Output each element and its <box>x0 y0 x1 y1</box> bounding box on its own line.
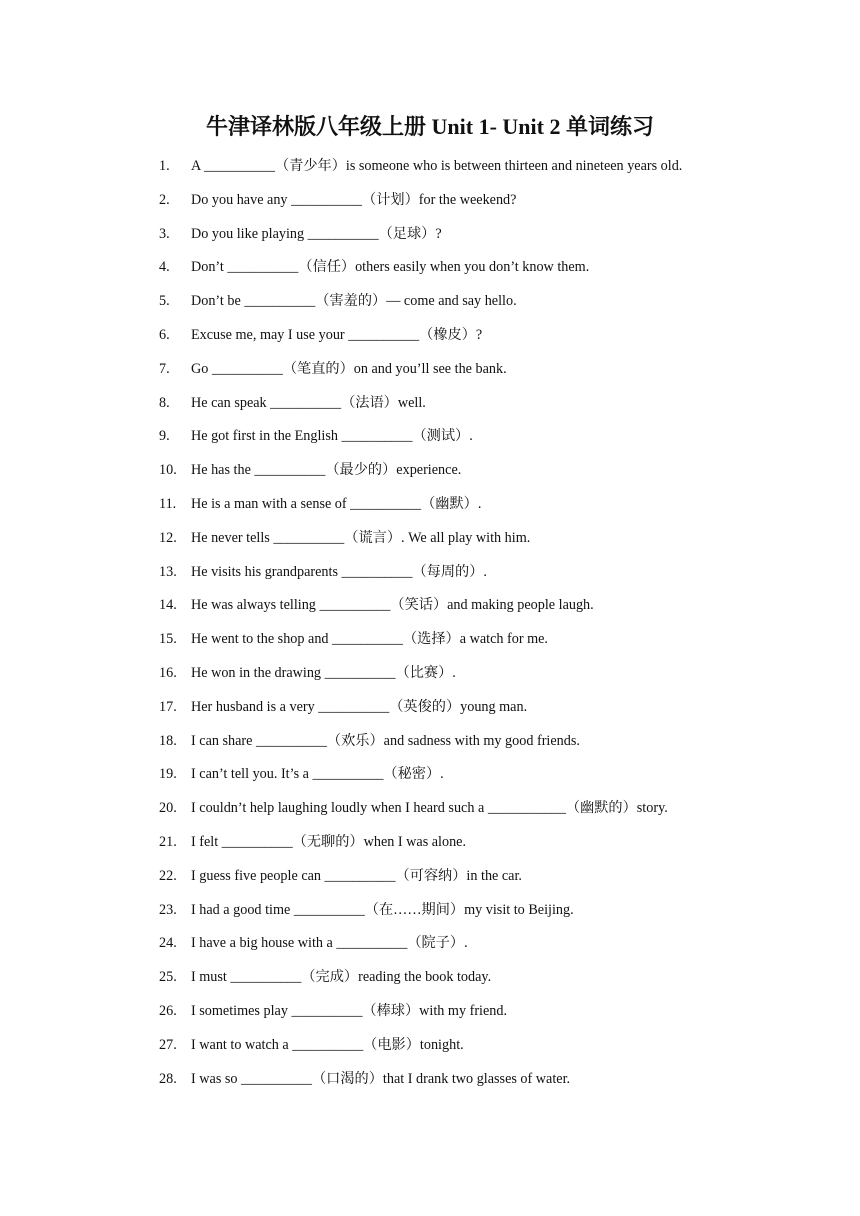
question-text: Don’t be __________（害羞的）— come and say hello. <box>191 293 517 310</box>
question-item <box>0 831 860 865</box>
question-number: 2. <box>159 191 170 208</box>
question-item <box>0 932 860 966</box>
question-number: 15. <box>159 631 177 648</box>
question-number: 8. <box>159 394 170 411</box>
question-text: Don’t __________（信任）others easily when you don’t know them. <box>191 259 590 276</box>
question-text: Excuse me, may I use your __________（橡皮）? <box>191 326 483 343</box>
question-text: I couldn’t help laughing loudly when I heard such a ___________（幽默的）story. <box>191 800 668 817</box>
question-number: 24. <box>159 935 177 952</box>
question-item <box>0 1034 860 1068</box>
question-text: He is a man with a sense of __________（幽默）. <box>191 495 482 512</box>
question-item <box>0 628 860 662</box>
question-text: I have a big house with a __________（院子）. <box>191 935 468 952</box>
question-text: He has the __________（最少的）experience. <box>191 462 462 479</box>
question-number: 7. <box>159 360 170 377</box>
question-item <box>0 797 860 831</box>
question-number: 28. <box>159 1070 177 1087</box>
question-item <box>0 189 860 223</box>
question-item <box>0 223 860 257</box>
question-number: 12. <box>159 529 177 546</box>
question-text: He visits his grandparents __________（每周的）. <box>191 563 487 580</box>
question-text: I must __________（完成）reading the book today. <box>191 969 492 986</box>
question-item <box>0 763 860 797</box>
question-item <box>0 425 860 459</box>
question-item <box>0 594 860 628</box>
question-item <box>0 561 860 595</box>
question-number: 16. <box>159 664 177 681</box>
page-title: 牛津译林版八年级上册 Unit 1- Unit 2 单词练习 <box>206 114 654 139</box>
question-text: He was always telling __________（笑话）and making people laugh. <box>191 597 594 614</box>
question-number: 18. <box>159 732 177 749</box>
question-item <box>0 392 860 426</box>
question-number: 20. <box>159 800 177 817</box>
question-text: He can speak __________（法语）well. <box>191 394 426 411</box>
question-number: 27. <box>159 1036 177 1053</box>
question-text: Her husband is a very __________（英俊的）young man. <box>191 698 528 715</box>
question-text: He got first in the English __________（测试）. <box>191 428 473 445</box>
question-item <box>0 966 860 1000</box>
question-text: He never tells __________（谎言）. We all play with him. <box>191 529 531 546</box>
question-item <box>0 696 860 730</box>
question-item <box>0 899 860 933</box>
question-text: Do you have any __________（计划）for the weekend? <box>191 191 517 208</box>
question-text: Do you like playing __________（足球）? <box>191 225 442 242</box>
question-number: 11. <box>159 495 177 512</box>
question-item <box>0 358 860 392</box>
question-number: 9. <box>159 428 170 445</box>
question-item <box>0 256 860 290</box>
question-item <box>0 662 860 696</box>
question-text: I was so __________（口渴的）that I drank two glasses of water. <box>191 1070 571 1087</box>
question-text: He won in the drawing __________（比赛）. <box>191 664 456 681</box>
question-item <box>0 155 860 189</box>
question-number: 10. <box>159 462 177 479</box>
question-number: 26. <box>159 1002 177 1019</box>
question-number: 14. <box>159 597 177 614</box>
question-item <box>0 527 860 561</box>
question-number: 25. <box>159 969 177 986</box>
question-number: 1. <box>159 158 170 174</box>
question-text: I can’t tell you. It’s a __________（秘密）. <box>191 766 444 783</box>
question-number: 3. <box>159 225 170 242</box>
question-item <box>0 1068 860 1102</box>
question-number: 6. <box>159 326 170 343</box>
question-number: 19. <box>159 766 177 783</box>
question-text: I guess five people can __________（可容纳）in the car. <box>191 867 522 884</box>
question-number: 5. <box>159 293 170 310</box>
question-number: 22. <box>159 867 177 884</box>
question-text: Go __________（笔直的）on and you’ll see the bank. <box>191 360 507 377</box>
question-text: I had a good time __________（在……期间）my visit to Beijing. <box>191 901 574 918</box>
question-list <box>0 155 860 1101</box>
question-item <box>0 865 860 899</box>
question-item <box>0 1000 860 1034</box>
question-number: 13. <box>159 563 177 580</box>
question-number: 21. <box>159 833 177 850</box>
question-item <box>0 290 860 324</box>
question-text: I want to watch a __________（电影）tonight. <box>191 1036 464 1053</box>
question-number: 17. <box>159 698 177 715</box>
question-text: I felt __________（无聊的）when I was alone. <box>191 833 467 850</box>
question-item <box>0 493 860 527</box>
question-item <box>0 324 860 358</box>
question-text: He went to the shop and __________（选择）a watch for me. <box>191 631 548 648</box>
question-item <box>0 459 860 493</box>
question-text: A __________（青少年）is someone who is between thirteen and nineteen years old. <box>191 158 683 174</box>
question-item <box>0 730 860 764</box>
question-text: I can share __________（欢乐）and sadness with my good friends. <box>191 732 580 749</box>
question-number: 4. <box>159 259 170 276</box>
question-text: I sometimes play __________（棒球）with my friend. <box>191 1002 508 1019</box>
question-number: 23. <box>159 901 177 918</box>
